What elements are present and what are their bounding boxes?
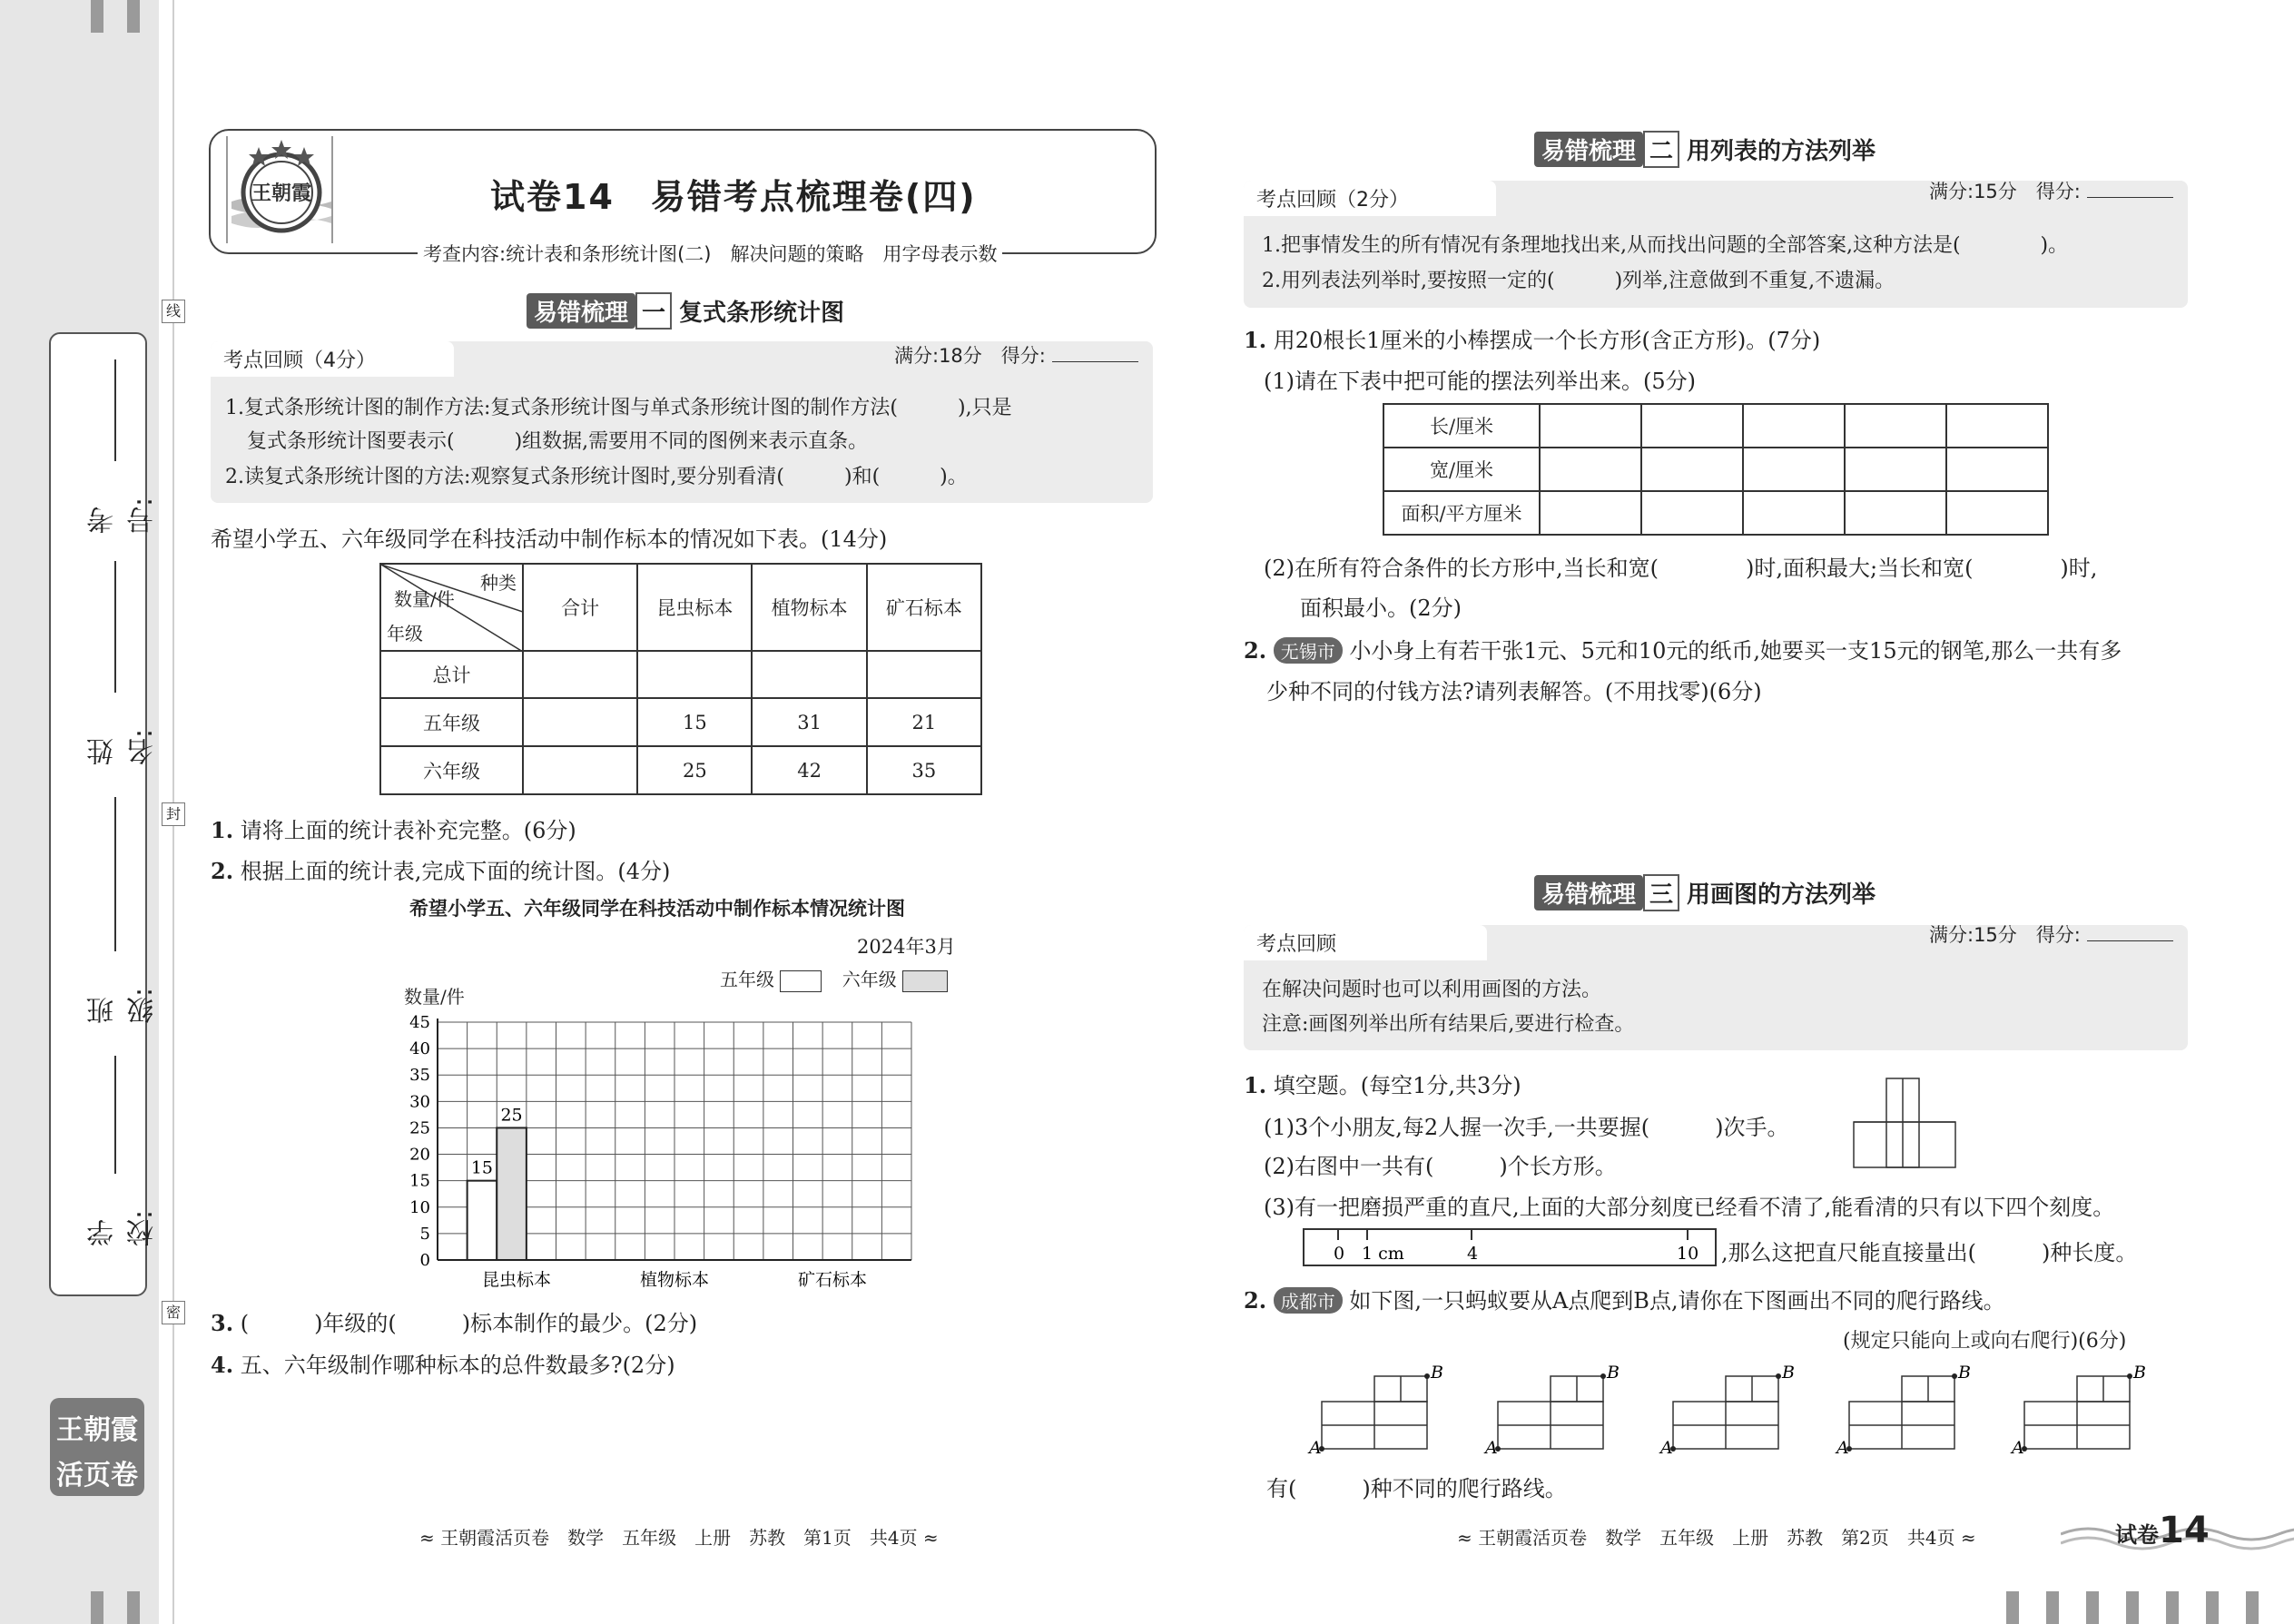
answer-cell[interactable]: [1946, 404, 2048, 448]
question-sub: (2)右图中一共有( )个长方形。: [1264, 1154, 1617, 1179]
question-text: 如下图,一只蚂蚁要从A点爬到B点,请你在下图画出不同的爬行路线。: [1349, 1288, 2005, 1314]
class-field[interactable]: [114, 797, 116, 951]
review-line: 1.复式条形统计图的制作方法:复式条形统计图与单式条形统计图的制作方法( ),只是: [225, 397, 1012, 419]
answer-cell[interactable]: [752, 651, 866, 698]
answer-cell[interactable]: [1540, 404, 1641, 448]
table-header: 矿石标本: [867, 564, 981, 651]
table-row: [1383, 448, 2048, 491]
name-label: 姓名:: [87, 728, 159, 765]
table-row: [1383, 491, 2048, 535]
section-number: 一: [635, 292, 672, 330]
registration-mark: [91, 1591, 103, 1624]
answer-cell[interactable]: [1845, 404, 1946, 448]
answer-cell[interactable]: [1641, 448, 1743, 491]
y-tick-label: 45: [409, 1013, 430, 1032]
section-number: 二: [1643, 131, 1679, 168]
y-tick-label: 15: [409, 1171, 430, 1191]
exam-scope: 考查内容:统计表和条形统计图(二) 解决问题的策略 用字母表示数: [418, 240, 1002, 267]
question-text: 小小身上有若干张1元、5元和10元的纸币,她要买一支15元的钢笔,那么一共有多: [1349, 638, 2122, 664]
chart-date: 2024年3月: [857, 936, 956, 958]
score-label: 满分:18分 得分:: [894, 345, 1046, 367]
y-tick-label: 10: [409, 1197, 430, 1217]
legend-swatch: [902, 970, 948, 992]
row-label: 总计: [380, 651, 523, 698]
point-b-label: B: [1607, 1363, 1620, 1383]
answer-cell[interactable]: [1845, 491, 1946, 535]
answer-cell[interactable]: [1946, 448, 2048, 491]
registration-mark: [2246, 1591, 2259, 1624]
question-number: 4.: [211, 1352, 234, 1378]
question-number: 1.: [1244, 1072, 1267, 1098]
y-tick-label: 5: [419, 1224, 430, 1244]
section-number: 三: [1643, 874, 1679, 911]
cut-mark-seal: 封: [162, 802, 185, 826]
question-sub: (2)在所有符合条件的长方形中,当长和宽( )时,面积最大;当长和宽( )时,: [1264, 556, 2098, 581]
score-label: 满分:15分 得分:: [1929, 181, 2081, 202]
question-4: [211, 1347, 675, 1379]
x-tick-label: 矿石标本: [797, 1270, 868, 1290]
region-badge: 成都市: [1274, 1287, 1343, 1314]
ruler-mark: 10: [1677, 1244, 1699, 1264]
section1-score: [894, 341, 1138, 369]
answer-cell[interactable]: [1641, 404, 1743, 448]
table-cell: 21: [867, 698, 981, 746]
ant-path-grid[interactable]: [1307, 1363, 1443, 1454]
question-number: 2.: [1244, 637, 1267, 664]
y-tick-label: 40: [409, 1039, 430, 1059]
svg-text:王朝霞: 王朝霞: [251, 182, 312, 205]
data-label: 25: [500, 1105, 523, 1126]
question-2: [211, 853, 670, 885]
table-header: 植物标本: [752, 564, 866, 651]
chart-y-label: 数量/件: [404, 986, 465, 1008]
table-cell: 35: [867, 746, 981, 794]
ant-path-grid[interactable]: [1483, 1363, 1620, 1454]
row-label: 五年级: [380, 698, 523, 746]
section-tag: 易错梳理: [527, 293, 635, 329]
chart-legend: [720, 965, 948, 992]
question-sub: ,那么这把直尺能直接量出( )种长度。: [1721, 1240, 2138, 1265]
ruler-mark: 1 cm: [1362, 1244, 1404, 1264]
point-b-label: B: [1782, 1363, 1795, 1383]
table-row: [380, 651, 981, 698]
score-field[interactable]: [2087, 940, 2173, 941]
answer-cell[interactable]: [1845, 448, 1946, 491]
paper-number: [2115, 1510, 2210, 1551]
ruler-mark: 4: [1467, 1244, 1479, 1264]
registration-mark: [127, 0, 140, 33]
table-row: [380, 746, 981, 794]
y-tick-label: 30: [409, 1092, 430, 1112]
paper-label: 试卷: [2115, 1522, 2159, 1548]
section3-review-label: 考点回顾: [1244, 925, 1487, 960]
answer-cell[interactable]: [1743, 448, 1845, 491]
section-tag: 易错梳理: [1534, 132, 1643, 167]
question-2: [1244, 633, 2122, 664]
question-number: 1.: [1244, 327, 1267, 353]
registration-mark: [2006, 1591, 2019, 1624]
table-row: [1383, 404, 2048, 448]
section-tag: 易错梳理: [1534, 875, 1643, 910]
footer-left: ≈ 王朝霞活页卷 数学 五年级 上册 苏教 第1页 共4页 ≈: [419, 1527, 939, 1549]
student-info-box: [49, 332, 159, 1296]
school-label: 学校:: [87, 1209, 159, 1246]
question-text: 根据上面的统计表,完成下面的统计图。(4分): [240, 859, 671, 884]
row-label: 长/厘米: [1383, 404, 1540, 448]
table-header: 昆虫标本: [637, 564, 752, 651]
score-field[interactable]: [1052, 361, 1138, 362]
registration-mark: [2166, 1591, 2179, 1624]
section-title: 用列表的方法列举: [1687, 138, 1876, 165]
registration-mark: [2086, 1591, 2099, 1624]
chart-title: 希望小学五、六年级同学在科技活动中制作标本情况统计图: [409, 898, 905, 920]
publisher-logo: [222, 136, 340, 243]
rectangle-table: [1383, 403, 2049, 536]
table-cell: 15: [637, 698, 752, 746]
x-tick-label: 植物标本: [639, 1270, 710, 1290]
question-sub: 面积最小。(2分): [1300, 595, 1462, 621]
answer-cell[interactable]: [1743, 404, 1845, 448]
bar-六年级: [497, 1127, 527, 1260]
question-sub: (1)请在下表中把可能的摆法列举出来。(5分): [1264, 369, 1696, 394]
score-label: 满分:15分 得分:: [1929, 924, 2081, 946]
name-field[interactable]: [114, 561, 116, 693]
corner-label: 数量/件: [394, 588, 455, 610]
question-2: [1244, 1283, 2005, 1314]
table-cell: 31: [752, 698, 866, 746]
ant-path-grid[interactable]: [1659, 1363, 1795, 1454]
question-sub: (1)3个小朋友,每2人握一次手,一共要握( )次手。: [1264, 1115, 1789, 1140]
y-tick-label: 25: [409, 1118, 430, 1138]
region-badge: 无锡市: [1274, 637, 1343, 664]
point-b-label: B: [2133, 1363, 2146, 1383]
row-label: 六年级: [380, 746, 523, 794]
question-number: 1.: [211, 817, 234, 843]
registration-mark: [2046, 1591, 2059, 1624]
row-label: 面积/平方厘米: [1383, 491, 1540, 535]
point-b-label: B: [1431, 1363, 1443, 1383]
section-title: 复式条形统计图: [679, 300, 845, 327]
section1-review-label: 考点回顾（4分）: [211, 341, 454, 377]
bar-chart: [381, 999, 926, 1298]
registration-mark: [2206, 1591, 2219, 1624]
section3-heading: [1534, 874, 1876, 911]
corner-label: 种类: [479, 572, 517, 594]
question-sub: (3)有一把磨损严重的直尺,上面的大部分刻度已经看不清了,能看清的只有以下四个刻度。: [1264, 1195, 2115, 1220]
question-1: [211, 812, 576, 844]
answer-cell[interactable]: [867, 651, 981, 698]
brand-name: 王朝霞: [56, 1414, 138, 1446]
school-field[interactable]: [114, 1056, 116, 1174]
section-title: 用画图的方法列举: [1687, 881, 1876, 909]
ruler-mark: 0: [1334, 1244, 1345, 1264]
specimen-table: [379, 563, 982, 795]
id-field[interactable]: [114, 359, 116, 461]
answer-line: 有( )种不同的爬行路线。: [1266, 1476, 1567, 1501]
question-1: [1244, 1068, 1521, 1099]
section1-heading: [527, 292, 844, 330]
point-a-label: A: [1309, 1438, 1322, 1454]
bar-五年级: [468, 1181, 497, 1260]
legend-label: 五年级: [720, 969, 774, 990]
cut-mark-line: 线: [162, 300, 185, 323]
question-1: [1244, 322, 1820, 354]
question-number: 2.: [1244, 1287, 1267, 1314]
table-cell: 25: [637, 746, 752, 794]
rectangle-figure: [1852, 1077, 1961, 1169]
question-intro: 希望小学五、六年级同学在科技活动中制作标本的情况如下表。(14分): [211, 527, 888, 552]
section2-heading: [1534, 131, 1876, 168]
question-text: 少种不同的付钱方法?请列表解答。(不用找零)(6分): [1266, 679, 1762, 704]
brand-subtitle: 活页卷: [56, 1460, 138, 1491]
table-header: 合计: [523, 564, 637, 651]
answer-cell[interactable]: [637, 651, 752, 698]
point-a-label: A: [1836, 1438, 1849, 1454]
question-text: 五、六年级制作哪种标本的总件数最多?(2分): [240, 1353, 675, 1378]
registration-mark: [2126, 1591, 2139, 1624]
section3-score: [1929, 920, 2173, 948]
registration-mark: [127, 1591, 140, 1624]
question-number: 3.: [211, 1310, 234, 1336]
review-line: 在解决问题时也可以利用画图的方法。: [1262, 979, 1602, 1001]
table-corner-cell: [380, 564, 523, 651]
footer-right: ≈ 王朝霞活页卷 数学 五年级 上册 苏教 第2页 共4页 ≈: [1457, 1527, 1976, 1549]
question-text: 请将上面的统计表补充完整。(6分): [240, 818, 576, 843]
section2-review-label: 考点回顾（2分）: [1244, 181, 1496, 216]
class-label: 班级:: [87, 987, 159, 1024]
point-b-label: B: [1958, 1363, 1971, 1383]
cut-mark-secret: 密: [162, 1301, 185, 1324]
question-text: 填空题。(每空1分,共3分): [1273, 1073, 1521, 1098]
answer-cell[interactable]: [1540, 448, 1641, 491]
answer-cell[interactable]: [523, 651, 637, 698]
review-line: 1.把事情发生的所有情况有条理地找出来,从而找出问题的全部答案,这种方法是( )。: [1262, 234, 2069, 257]
table-row: [380, 698, 981, 746]
question-text: 用20根长1厘米的小棒摆成一个长方形(含正方形)。(7分): [1273, 328, 1821, 353]
answer-cell[interactable]: [1540, 491, 1641, 535]
page-title: 试卷14 易错考点梳理卷(四): [490, 177, 977, 217]
y-tick-label: 20: [409, 1145, 430, 1165]
review-line: 注意:画图列举出所有结果后,要进行检查。: [1262, 1013, 1635, 1036]
row-label: 宽/厘米: [1383, 448, 1540, 491]
question-text: ( )年级的( )标本制作的最少。(2分): [240, 1311, 698, 1336]
ant-path-grid[interactable]: [2010, 1363, 2146, 1454]
legend-swatch: [780, 970, 822, 992]
data-label: 15: [470, 1157, 494, 1178]
y-tick-label: 35: [409, 1066, 430, 1086]
question-note: (规定只能向上或向右爬行)(6分): [1843, 1330, 2127, 1353]
score-field[interactable]: [2087, 197, 2173, 198]
answer-cell[interactable]: [523, 698, 637, 746]
corner-label: 年级: [387, 623, 423, 645]
table-cell: 42: [752, 746, 866, 794]
point-a-label: A: [1485, 1438, 1498, 1454]
review-line: 2.用列表法列举时,要按照一定的( )列举,注意做到不重复,不遗漏。: [1262, 270, 1895, 292]
review-line: 复式条形统计图要表示( )组数据,需要用不同的图例来表示直条。: [247, 430, 869, 453]
brand-logo: [50, 1398, 144, 1496]
id-label: 考号:: [87, 497, 159, 534]
answer-cell[interactable]: [1641, 491, 1743, 535]
ant-path-grid[interactable]: [1835, 1363, 1971, 1454]
answer-cell[interactable]: [523, 746, 637, 794]
question-number: 2.: [211, 858, 234, 884]
answer-cell[interactable]: [1946, 491, 2048, 535]
review-line: 2.读复式条形统计图的方法:观察复式条形统计图时,要分别看清( )和( )。: [225, 466, 968, 488]
x-tick-label: 昆虫标本: [481, 1270, 552, 1290]
point-a-label: A: [1660, 1438, 1673, 1454]
paper-num: 14: [2159, 1510, 2210, 1551]
legend-label: 六年级: [842, 969, 897, 990]
point-a-label: A: [2012, 1438, 2024, 1454]
y-tick-label: 0: [419, 1251, 430, 1270]
question-3: [211, 1305, 697, 1337]
registration-mark: [91, 0, 103, 33]
ruler-figure: [1302, 1225, 1719, 1269]
answer-cell[interactable]: [1743, 491, 1845, 535]
section2-score: [1929, 177, 2173, 204]
